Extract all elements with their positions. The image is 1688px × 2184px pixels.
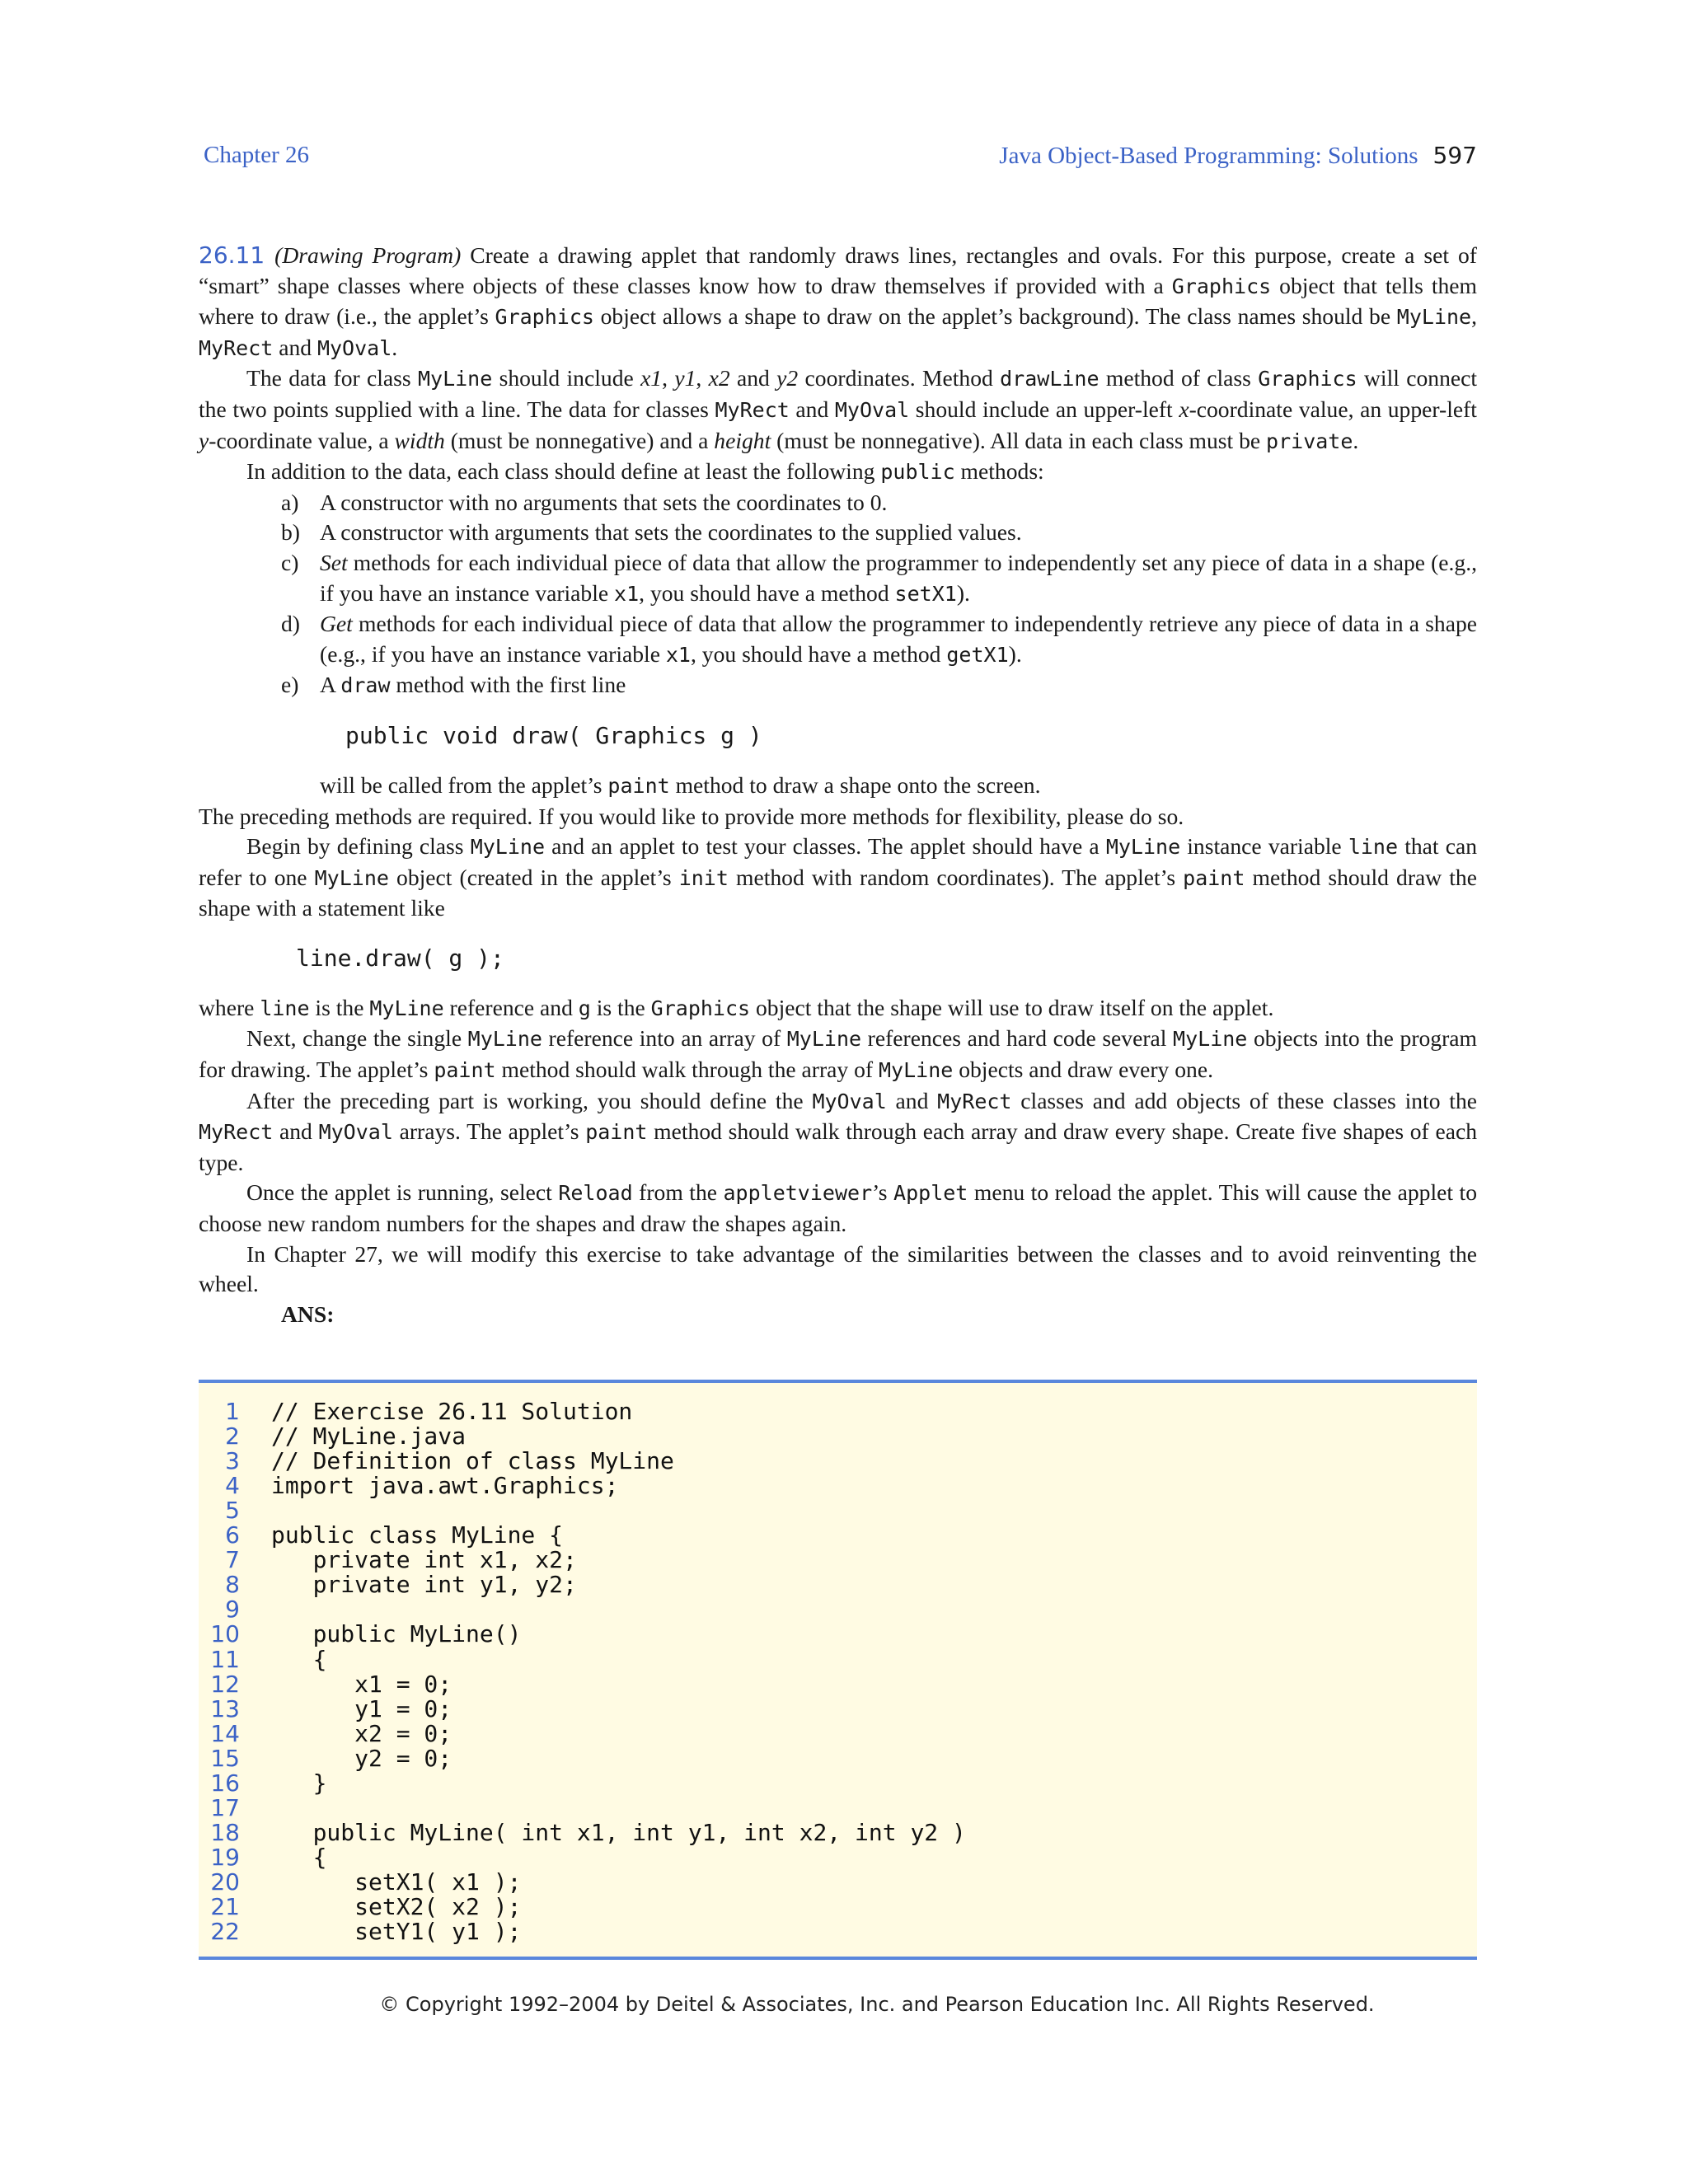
- code-line: [199, 1771, 1477, 1796]
- code-line: [199, 1498, 1477, 1523]
- code-listing: [199, 1380, 1477, 1960]
- line-number: 5: [225, 1497, 240, 1525]
- code-text: }: [271, 1769, 327, 1797]
- code-text: y2 = 0;: [271, 1744, 452, 1772]
- line-number: 8: [225, 1571, 240, 1599]
- line-number: 18: [210, 1818, 240, 1846]
- code-line: [199, 1845, 1477, 1870]
- code-text: setX1( x1 );: [271, 1868, 522, 1896]
- code-line: [199, 1793, 1477, 1821]
- line-number: 12: [210, 1670, 240, 1698]
- code-text: // MyLine.java: [271, 1422, 467, 1451]
- line-number: 1: [225, 1398, 240, 1425]
- code-text: {: [271, 1843, 327, 1871]
- code-text: private int x1, x2;: [271, 1546, 577, 1574]
- line-number: 7: [225, 1546, 240, 1574]
- line-number: 11: [210, 1645, 240, 1673]
- code-line: [199, 1818, 1477, 1846]
- exercise-text: [199, 241, 1477, 1329]
- code-line: [199, 1572, 1477, 1597]
- running-header: [202, 140, 1477, 176]
- paragraph-required: The preceding methods are required. If you would like to provide more methods for flexibility, please do so.: [199, 803, 1184, 829]
- code-line: [199, 1622, 1477, 1647]
- exercise-number: 26.11: [199, 241, 265, 269]
- paragraph-data: The data for class MyLine should include x1, y1, x2 and y2 coordinates. Method drawLine method of class Graphics will connect the two points supplied with a line. The data for classes MyRect and MyOval should include an upper-left x-coordinate value, an upper-left y-coordinate value, a width (must be nonnegative) and a height (must be nonnegative). All data in each class must be private.: [199, 365, 1478, 453]
- code-line: [199, 1647, 1477, 1672]
- paragraph-reload: Once the applet is running, select Reload from the appletviewer’s Applet menu to reload the applet. This will cause the applet to choose new random numbers for the shapes and draw the shapes again.: [199, 1179, 1477, 1237]
- code-text: x1 = 0;: [271, 1670, 452, 1698]
- line-number: 2: [225, 1422, 240, 1451]
- code-line: [199, 1746, 1477, 1771]
- code-line: [199, 1449, 1477, 1474]
- code-text: // Definition of class MyLine: [271, 1447, 674, 1475]
- code-text: public MyLine(): [271, 1620, 522, 1648]
- line-number: 10: [210, 1620, 240, 1648]
- list-item: c) Set methods for each individual piece of data that allow the programmer to independently set any piece of data in a shape (e.g., if you have an instance variable x1, you should have a method setX1).: [281, 549, 1477, 606]
- code-line: [199, 1694, 1477, 1722]
- chapter-label: Chapter 26: [204, 142, 310, 168]
- line-number: 16: [210, 1769, 240, 1797]
- code-text: x2 = 0;: [271, 1719, 452, 1747]
- exercise-intro: 26.11 (Drawing Program) Create a drawing applet that randomly draws lines, rectangles and ovals. For this purpose, create a set of “smart” shape classes where objects of these classes know how to draw themselves if provided with a Graphics object that tells them where to draw (i.e., the applet’s Graphics object allows a shape to draw on the applet’s background). The class names should be MyLine, MyRect and MyOval.: [199, 241, 1478, 360]
- page-number: 597: [1432, 142, 1477, 169]
- line-number: 9: [225, 1596, 240, 1624]
- code-text: {: [271, 1645, 327, 1673]
- code-line: [199, 1548, 1477, 1572]
- paragraph-methods: In addition to the data, each class should define at least the following public methods:: [246, 458, 1044, 485]
- paragraph-chapter27: In Chapter 27, we will modify this exercise to take advantage of the similarities between the classes and to avoid reinventing the wheel.: [199, 1240, 1477, 1297]
- line-number: 6: [225, 1521, 240, 1549]
- methods-list: [199, 488, 1477, 701]
- code-text: setY1( y1 );: [271, 1918, 522, 1946]
- code-text: import java.awt.Graphics;: [271, 1472, 619, 1500]
- line-number: 17: [210, 1793, 240, 1821]
- header-right: [999, 142, 1477, 170]
- code-line: [199, 1895, 1477, 1919]
- line-number: 15: [210, 1744, 240, 1772]
- code-text: // Exercise 26.11 Solution: [271, 1398, 633, 1425]
- code-text: setX2( x2 );: [271, 1893, 522, 1920]
- paragraph-paint: will be called from the applet’s paint method to draw a shape onto the screen.: [320, 771, 1041, 798]
- code-snippet-line-draw: line.draw( g );: [296, 944, 504, 972]
- paragraph-next: Next, change the single MyLine reference into an array of MyLine references and hard code several MyLine objects into the program for drawing. The applet’s paint method should walk through the array of MyLine objects and draw every one.: [199, 1025, 1477, 1083]
- code-text: public class MyLine {: [271, 1521, 564, 1549]
- code-line: [199, 1597, 1477, 1622]
- line-number: 22: [210, 1918, 240, 1946]
- code-line: [199, 1399, 1477, 1424]
- code-text: private int y1, y2;: [271, 1571, 577, 1599]
- line-number: 20: [210, 1868, 240, 1896]
- line-number: 13: [210, 1694, 240, 1722]
- line-number: 21: [210, 1893, 240, 1920]
- header-title: Java Object-Based Programming: Solutions: [999, 143, 1418, 169]
- code-line: [199, 1672, 1477, 1697]
- list-item: e) A draw method with the first line: [281, 672, 626, 698]
- code-line: [199, 1870, 1477, 1895]
- paragraph-begin: Begin by defining class MyLine and an applet to test your classes. The applet should have a MyLine instance variable line that can refer to one MyLine object (created in the applet’s init method with random coordinates). The applet’s paint method should draw the shape with a statement like: [199, 833, 1478, 921]
- line-number: 4: [225, 1472, 240, 1500]
- line-number: 14: [210, 1719, 240, 1747]
- list-item: a) A constructor with no arguments that sets the coordinates to 0.: [281, 489, 888, 515]
- paragraph-where: where line is the MyLine reference and g is the Graphics object that the shape will use to draw itself on the applet.: [199, 994, 1274, 1020]
- code-line: [199, 1424, 1477, 1449]
- line-number: 3: [225, 1447, 240, 1475]
- code-text: y1 = 0;: [271, 1694, 452, 1722]
- code-text: public MyLine( int x1, int y1, int x2, int y2 ): [271, 1818, 966, 1846]
- copyright-footer: © Copyright 1992–2004 by Deitel & Associates, Inc. and Pearson Education Inc. All Rights Reserved.: [379, 1993, 1375, 2016]
- code-line: [199, 1919, 1477, 1944]
- answer-label: ANS:: [281, 1301, 335, 1327]
- code-snippet-draw: public void draw( Graphics g ): [345, 721, 762, 749]
- code-line: [199, 1719, 1477, 1747]
- list-item: b) A constructor with arguments that sets the coordinates to the supplied values.: [281, 519, 1022, 546]
- paragraph-after: After the preceding part is working, you should define the MyOval and MyRect classes and add objects of these classes into the MyRect and MyOval arrays. The applet’s paint method should walk through each array and draw every shape. Create five shapes of each type.: [199, 1087, 1478, 1175]
- code-line: [199, 1523, 1477, 1548]
- code-line: [199, 1474, 1477, 1498]
- exercise-title: (Drawing Program): [274, 242, 462, 268]
- list-item: d) Get methods for each individual piece of data that allow the programmer to independently retrieve any piece of data in a shape (e.g., if you have an instance variable x1, you should have a method getX1).: [281, 611, 1477, 667]
- line-number: 19: [210, 1843, 240, 1871]
